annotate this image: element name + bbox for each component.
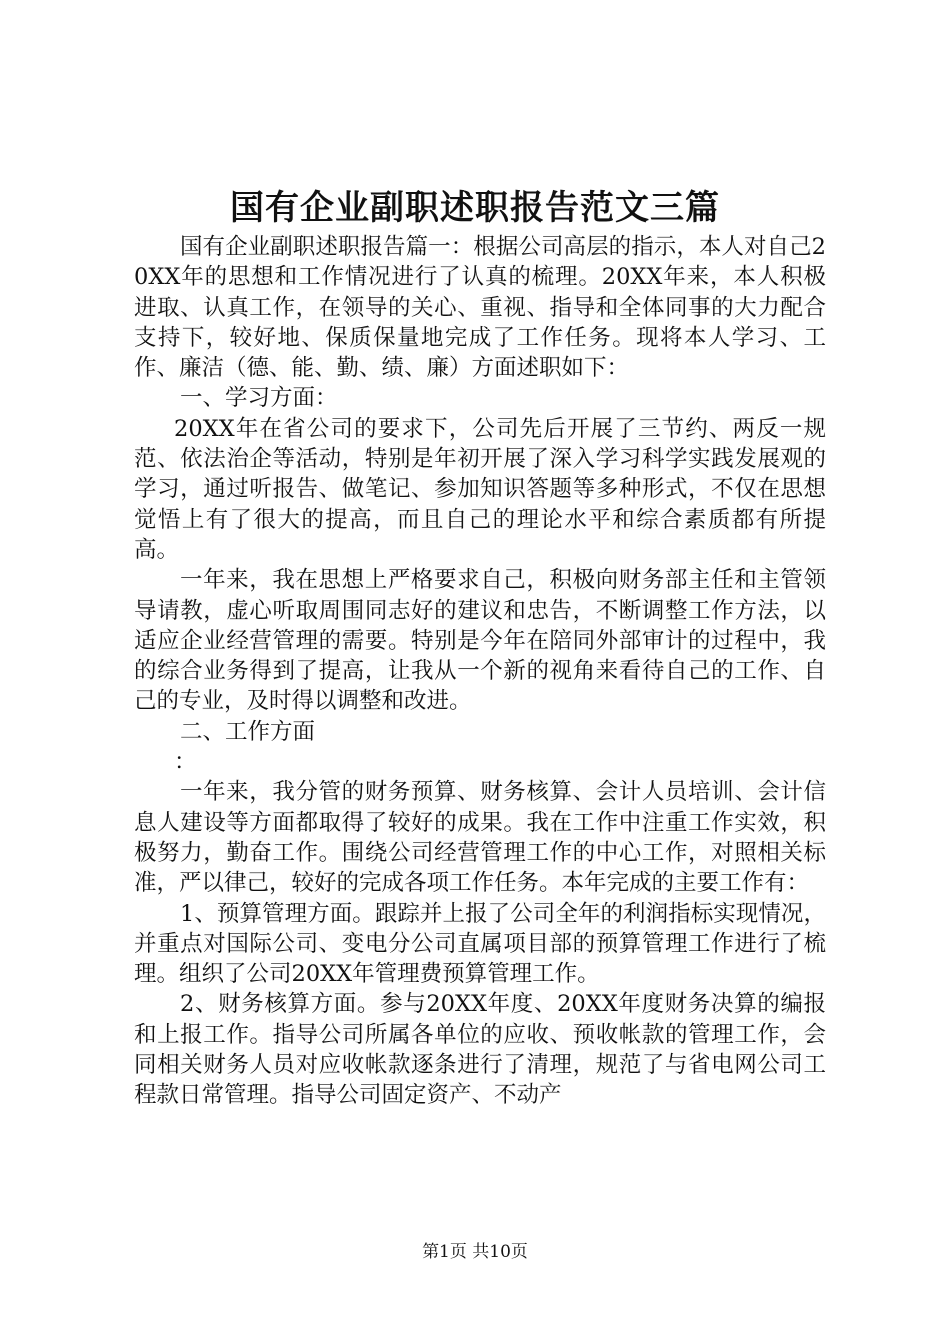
paragraph-intro: 国有企业副职述职报告篇一：根据公司高层的指示，本人对自己20XX年的思想和工作情况进行了认真的梳理。20XX年来，本人积极进取、认真工作，在领导的关心、重视、指导和全体同事的大力配合支持下，较好地、保质保量地完成了工作任务。现将本人学习、工作、廉洁（德、能、勤、绩、廉）方面述职如下： bbox=[134, 234, 826, 382]
paragraph-financial-accounting: 2、财务核算方面。参与20XX年度、20XX年度财务决算的编报和上报工作。指导公司所属各单位的应收、预收帐款的管理工作，会同相关财务人员对应收帐款逐条进行了清理，规范了与省电网公司工程款日常管理。指导公司固定资产、不动产 bbox=[134, 991, 826, 1109]
section-heading-study: 一、学习方面： bbox=[180, 385, 338, 412]
section-heading-work-colon: ： bbox=[174, 749, 197, 776]
paragraph-study-improvement: 一年来，我在思想上严格要求自己，积极向财务部主任和主管领导请教，虚心听取周围同志好的建议和忠告，不断调整工作方法，以适应企业经营管理的需要。特别是今年在陪同外部审计的过程中，我的综合业务得到了提高，让我从一个新的视角来看待自己的工作、自己的专业，及时得以调整和改进。 bbox=[134, 567, 826, 715]
paragraph-work-summary: 一年来，我分管的财务预算、财务核算、会计人员培训、会计信息人建设等方面都取得了较好的成果。我在工作中注重工作实效，积极努力，勤奋工作。围绕公司经营管理工作的中心工作，对照相关标准，严以律己，较好的完成各项工作任务。本年完成的主要工作有： bbox=[134, 779, 826, 897]
section-heading-work: 二、工作方面 bbox=[180, 718, 316, 745]
paragraph-budget-management: 1、预算管理方面。跟踪并上报了公司全年的利润指标实现情况，并重点对国际公司、变电分公司直属项目部的预算管理工作进行了梳理。组织了公司20XX年管理费预算管理工作。 bbox=[134, 900, 826, 988]
page-footer: 第1页 共10页 bbox=[422, 1242, 528, 1262]
paragraph-study-activities: 20XX年在省公司的要求下，公司先后开展了三节约、两反一规范、依法治企等活动，特别是年初开展了深入学习科学实践发展观的学习，通过听报告、做笔记、参加知识答题等多种形式，不仅在思想觉悟上有了很大的提高，而且自己的理论水平和综合素质都有所提高。 bbox=[134, 415, 826, 563]
document-body bbox=[134, 232, 826, 1111]
document-title: 国有企业副职述职报告范文三篇 bbox=[230, 188, 720, 228]
